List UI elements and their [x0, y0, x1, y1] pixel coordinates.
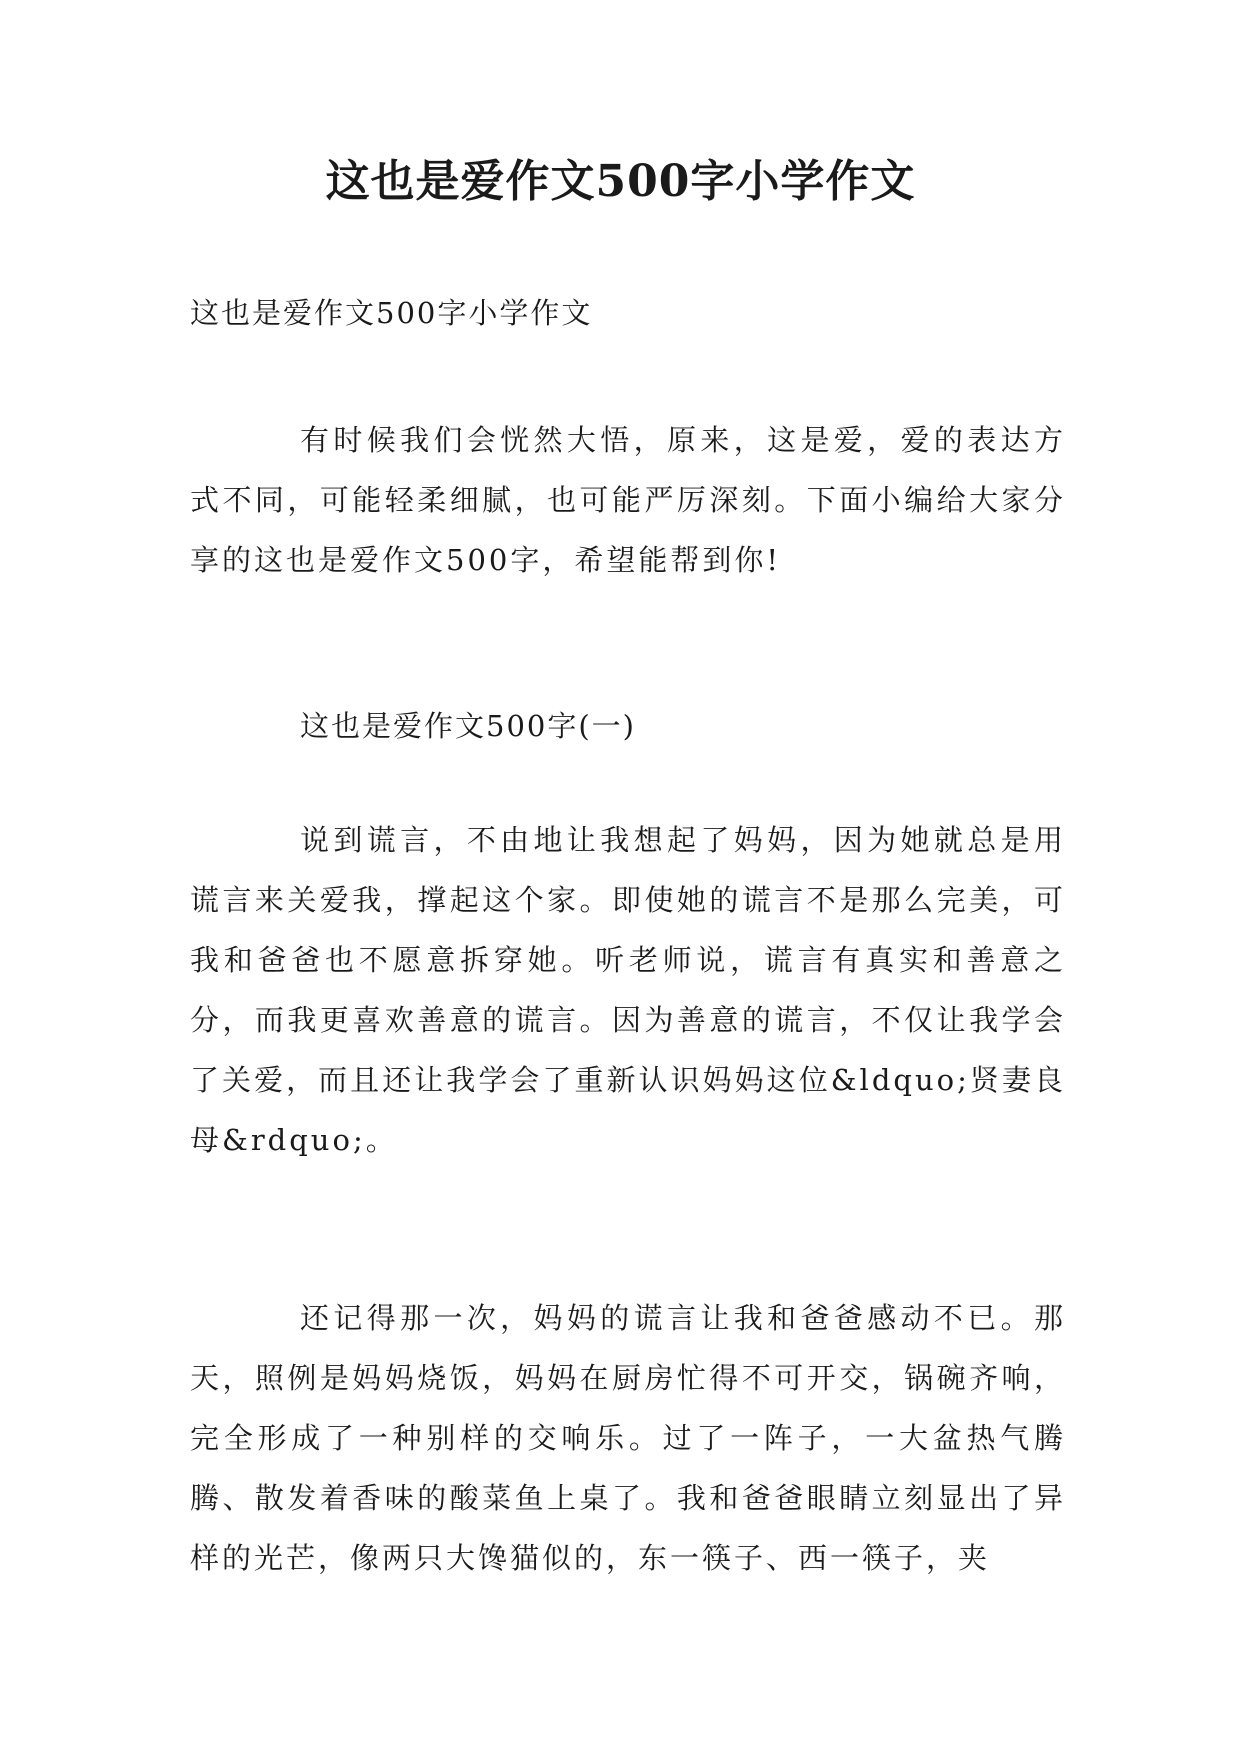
body-paragraph-2: 还记得那一次，妈妈的谎言让我和爸爸感动不已。那天，照例是妈妈烧饭，妈妈在厨房忙得不可开交，锅碗齐响，完全形成了一种别样的交响乐。过了一阵子，一大盆热气腾腾、散发着香味的酸菜鱼上桌了。我和爸爸眼睛立刻显出了异样的光芒，像两只大馋猫似的，东一筷子、西一筷子，夹	[190, 1301, 1066, 1575]
document-title: 这也是爱作文500字小学作文	[325, 156, 916, 207]
section-heading: 这也是爱作文500字(一)	[300, 709, 636, 743]
document-subtitle: 这也是爱作文500字小学作文	[190, 296, 593, 330]
body-paragraph-1: 说到谎言，不由地让我想起了妈妈，因为她就总是用谎言来关爱我，撑起这个家。即使她的谎言不是那么完美，可我和爸爸也不愿意拆穿她。听老师说，谎言有真实和善意之分，而我更喜欢善意的谎言。因为善意的谎言，不仅让我学会了关爱，而且还让我学会了重新认识妈妈这位&ldquo;贤妻良母&rdquo;。	[190, 823, 1066, 1157]
intro-paragraph: 有时候我们会恍然大悟，原来，这是爱，爱的表达方式不同，可能轻柔细腻，也可能严厉深刻。下面小编给大家分享的这也是爱作文500字，希望能帮到你!	[190, 423, 1066, 577]
